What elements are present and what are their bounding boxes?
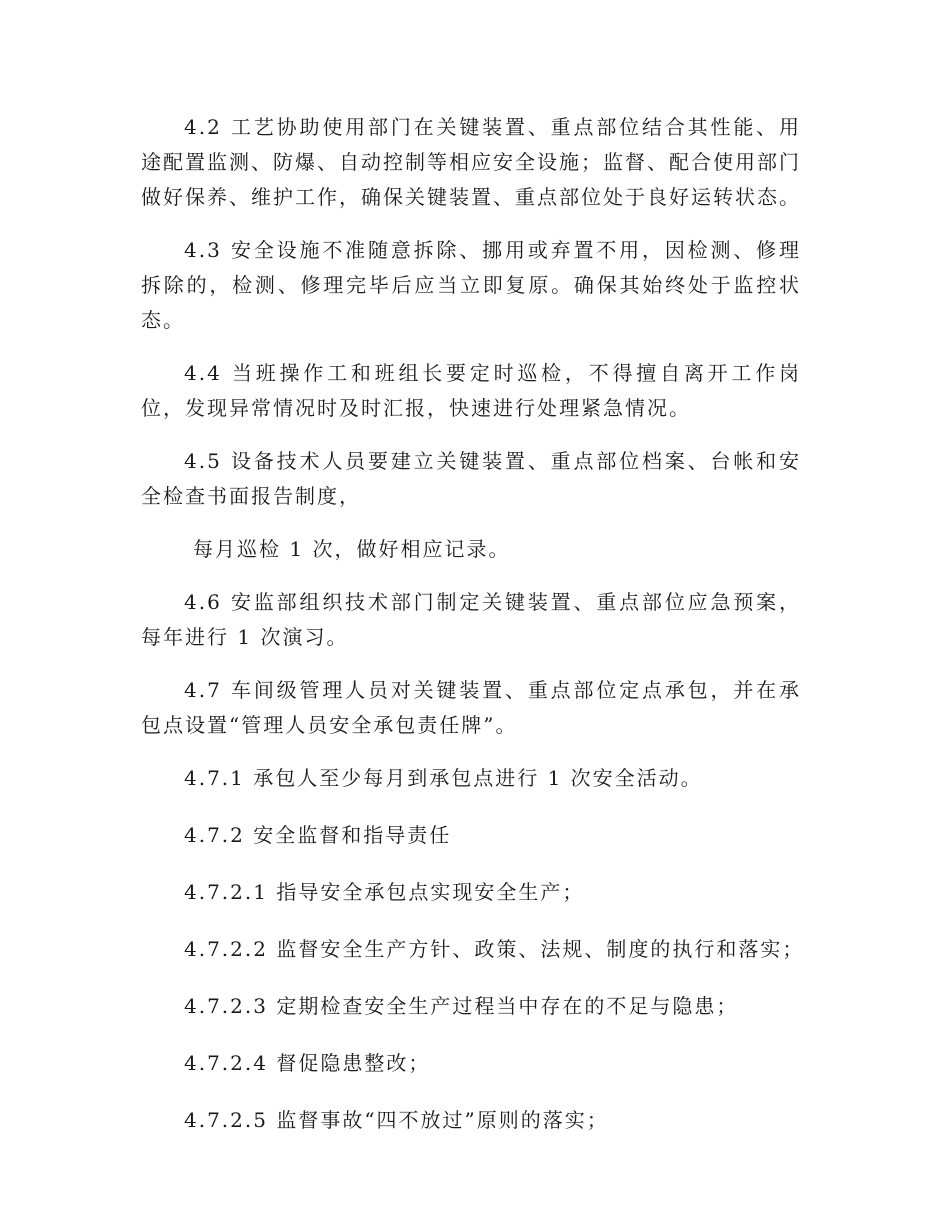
- paragraph-4-7-2-1: 4.7.2.1 指导安全承包点实现安全生产；: [184, 880, 585, 904]
- paragraph-4-6: 4.6 安监部组织技术部门制定关键装置、重点部位应急预案，每年进行 1 次演习。: [141, 590, 801, 649]
- paragraph-4-2: 4.2 工艺协助使用部门在关键装置、重点部位结合其性能、用途配置监测、防爆、自动控制等相应安全设施；监督、配合使用部门做好保养、维护工作，确保关键装置、重点部位处于良好运转状态。: [141, 115, 801, 209]
- paragraph-4-7-2-4: 4.7.2.4 督促隐患整改；: [184, 1051, 431, 1075]
- paragraph-4-7-2-5: 4.7.2.5 监督事故“四不放过”原则的落实；: [184, 1108, 609, 1132]
- paragraph-4-7-2: 4.7.2 安全监督和指导责任: [184, 823, 452, 847]
- paragraph-4-3: 4.3 安全设施不准随意拆除、挪用或弃置不用，因检测、修理拆除的，检测、修理完毕后应当立即复原。确保其始终处于监控状态。: [141, 238, 801, 332]
- paragraph-4-5: 4.5 设备技术人员要建立关键装置、重点部位档案、台帐和安全检查书面报告制度，: [141, 449, 801, 508]
- document-body: [141, 110, 805, 1138]
- paragraph-4-7-2-2: 4.7.2.2 监督安全生产方针、政策、法规、制度的执行和落实；: [184, 937, 805, 961]
- paragraph-4-7-2-3: 4.7.2.3 定期检查安全生产过程当中存在的不足与隐患；: [184, 994, 739, 1018]
- paragraph-4-7: 4.7 车间级管理人员对关键装置、重点部位定点承包，并在承包点设置“管理人员安全承包责任牌”。: [141, 678, 801, 737]
- paragraph-4-5-continued: 每月巡检 1 次，做好相应记录。: [193, 537, 511, 561]
- paragraph-4-4: 4.4 当班操作工和班组长要定时巡检，不得擅自离开工作岗位，发现异常情况时及时汇报，快速进行处理紧急情况。: [141, 361, 801, 420]
- paragraph-4-7-1: 4.7.1 承包人至少每月到承包点进行 1 次安全活动。: [184, 766, 703, 790]
